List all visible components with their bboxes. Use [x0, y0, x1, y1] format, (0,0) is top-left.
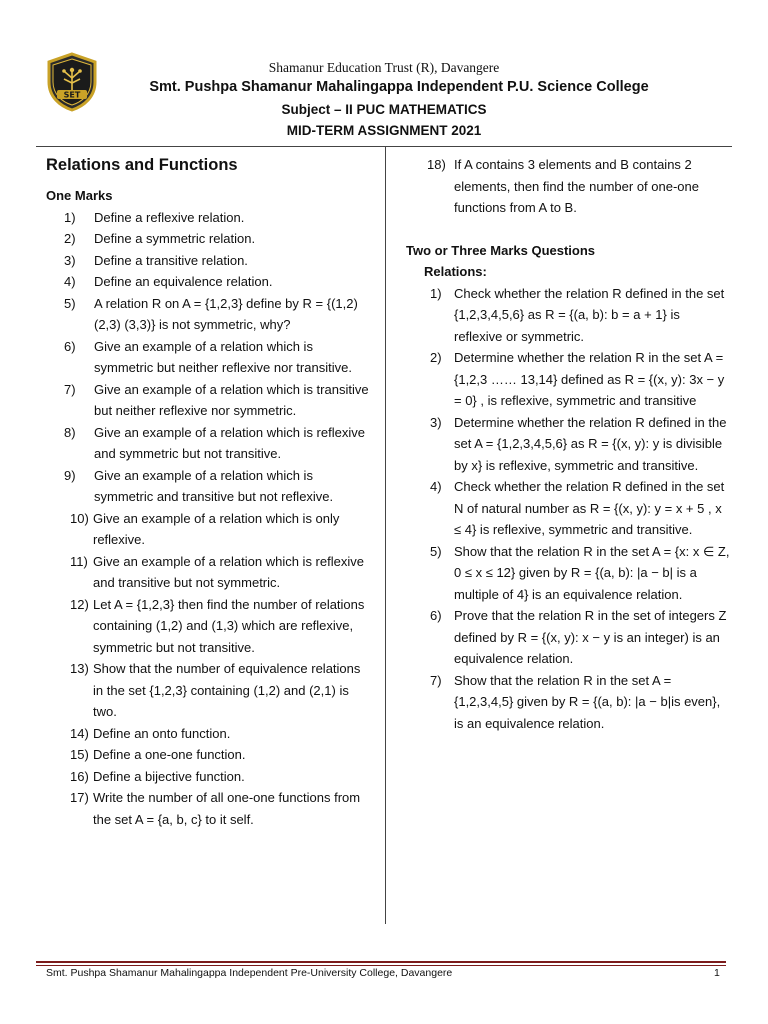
- logo-text: SET: [63, 90, 81, 100]
- question-text: Define an equivalence relation.: [94, 274, 273, 289]
- question-item: [406, 605, 731, 670]
- question-number: 4): [430, 479, 442, 494]
- question-text: Define a one-one function.: [93, 747, 246, 762]
- question-number: 14): [70, 725, 89, 741]
- question-number: 17): [70, 790, 89, 805]
- question-text: Give an example of a relation which is symmetric but neither reflexive nor transitive.: [94, 338, 352, 375]
- question-text: If A contains 3 elements and B contains 2 elements, then find the number of one-one functions from A to B.: [454, 157, 699, 215]
- question-text: Give an example of a relation which is transitive but neither reflexive nor symmetric.: [94, 381, 369, 418]
- question-item: [46, 422, 371, 465]
- question-number: 8): [64, 424, 76, 440]
- question-item: [46, 766, 371, 788]
- question-text: Show that the relation R in the set A = {x: x ∈ Z, 0 ≤ x ≤ 12} given by R = {(a, b): |a − b| is a multiple of 4} is an equivalence relation.: [454, 543, 730, 602]
- question-text: Show that the relation R in the set A = {1,2,3,4,5} given by R = {(a, b): |a − b|is even}, is an equivalence relation.: [454, 672, 721, 731]
- footer-college: Smt. Pushpa Shamanur Mahalingappa Independent Pre-University College, Davangere: [46, 967, 453, 979]
- question-item: [46, 250, 371, 272]
- question-number: 13): [70, 661, 89, 676]
- one-marks-list: [46, 207, 371, 831]
- question-text: Define a bijective function.: [93, 768, 245, 784]
- question-item: [46, 744, 371, 766]
- question-number: 9): [64, 467, 76, 483]
- question-number: 6): [64, 338, 76, 354]
- question-text: Check whether the relation R defined in the set N of natural number as R = {(x, y): y = x + 5 , x ≤ 4} is reflexive, symmetric and transitive.: [454, 479, 725, 537]
- left-column: [46, 154, 371, 830]
- question-text: Give an example of a relation which is reflexive and symmetric but not transitive.: [94, 424, 365, 461]
- question-item: [46, 207, 371, 229]
- question-text: Let A = {1,2,3} then find the number of relations containing (1,2) and (1,3) which are reflexive, symmetric but not transitive.: [93, 596, 365, 655]
- question-item: [46, 658, 371, 723]
- two-three-marks-list: [406, 283, 731, 735]
- footer-rule: [36, 961, 726, 963]
- question-number: 2): [430, 350, 442, 365]
- column-divider: [385, 147, 386, 924]
- question-text: A relation R on A = {1,2,3} define by R = {(1,2) (2,3) (3,3)} is not symmetric, why?: [94, 295, 358, 332]
- question-item: [406, 412, 731, 477]
- question-text: Show that the number of equivalence relations in the set {1,2,3} containing (1,2) and (2,1) is two.: [93, 661, 361, 719]
- question-number: 1): [64, 209, 76, 225]
- question-text: Define a symmetric relation.: [94, 231, 256, 246]
- question-text: Check whether the relation R defined in the set {1,2,3,4,5,6} as R = {(a, b): b = a + 1} is reflexive or symmetric.: [454, 285, 725, 344]
- question-item: [406, 347, 731, 412]
- question-item: [46, 379, 371, 422]
- question-item: [406, 541, 731, 606]
- question-item: [46, 723, 371, 745]
- question-number: 3): [64, 252, 76, 268]
- question-text: Define a reflexive relation.: [94, 209, 245, 225]
- one-marks-heading: One Marks: [46, 188, 113, 203]
- question-item: [46, 508, 371, 551]
- question-text: Write the number of all one-one functions from the set A = {a, b, c} to it self.: [93, 790, 361, 827]
- question-text: Give an example of a relation which is only reflexive.: [93, 510, 340, 547]
- question-item: [406, 283, 731, 348]
- question-text: Give an example of a relation which is symmetric and transitive but not reflexive.: [94, 467, 334, 504]
- question-number: 10): [70, 510, 89, 526]
- question-item: [46, 594, 371, 659]
- question-number: 12): [70, 596, 89, 612]
- question-item: [46, 271, 371, 293]
- question-item: [406, 476, 731, 541]
- question-item: [46, 336, 371, 379]
- college-name: Smt. Pushpa Shamanur Mahalingappa Independent P.U. Science College: [149, 79, 649, 95]
- trust-name: Shamanur Education Trust (R), Davangere: [268, 60, 500, 75]
- question-item: [46, 293, 371, 336]
- page-header: [0, 0, 768, 150]
- question-number: 2): [64, 231, 76, 246]
- question-text: Define a transitive relation.: [94, 252, 248, 268]
- assignment-title: MID-TERM ASSIGNMENT 2021: [286, 123, 482, 138]
- question-number: 18): [427, 157, 446, 172]
- question-item: [406, 154, 731, 219]
- question-number: 5): [64, 295, 76, 311]
- header-rule: [36, 146, 732, 147]
- question-item: [46, 787, 371, 830]
- question-number: 1): [430, 285, 442, 301]
- question-number: 5): [430, 543, 442, 559]
- question-item: [46, 228, 371, 250]
- question-number: 3): [430, 414, 442, 430]
- question-item: [46, 551, 371, 594]
- question-number: 7): [64, 381, 76, 397]
- question-text: Define an onto function.: [93, 725, 231, 741]
- question-text: Prove that the relation R in the set of integers Z defined by R = {(x, y): x − y is an integer) is an equivalence relation.: [454, 608, 727, 666]
- question-text: Determine whether the relation R defined in the set A = {1,2,3,4,5,6} as R = {(x, y): y is divisible by x} is reflexive, symmetric and transitive.: [454, 414, 727, 473]
- continued-list: [406, 154, 731, 219]
- page-number: 1: [714, 967, 720, 979]
- question-text: Determine whether the relation R in the set A = {1,2,3 …… 13,14} defined as R = {(x, y): 3x − y = 0} , is reflexive, symmetric and transitive: [454, 350, 725, 408]
- question-number: 6): [430, 608, 442, 623]
- question-number: 4): [64, 274, 76, 289]
- relations-heading: Relations:: [424, 264, 487, 279]
- question-item: [406, 670, 731, 735]
- question-number: 16): [70, 768, 89, 784]
- question-text: Give an example of a relation which is reflexive and transitive but not symmetric.: [93, 553, 364, 590]
- question-item: [46, 465, 371, 508]
- question-number: 15): [70, 747, 89, 762]
- footer-rule-thin: [36, 965, 726, 966]
- question-number: 11): [70, 553, 88, 569]
- question-number: 7): [430, 672, 442, 688]
- right-column: [406, 154, 731, 734]
- subject-line: Subject – II PUC MATHEMATICS: [281, 102, 487, 117]
- section-title: Relations and Functions: [46, 156, 238, 174]
- two-three-marks-heading: Two or Three Marks Questions: [406, 242, 596, 258]
